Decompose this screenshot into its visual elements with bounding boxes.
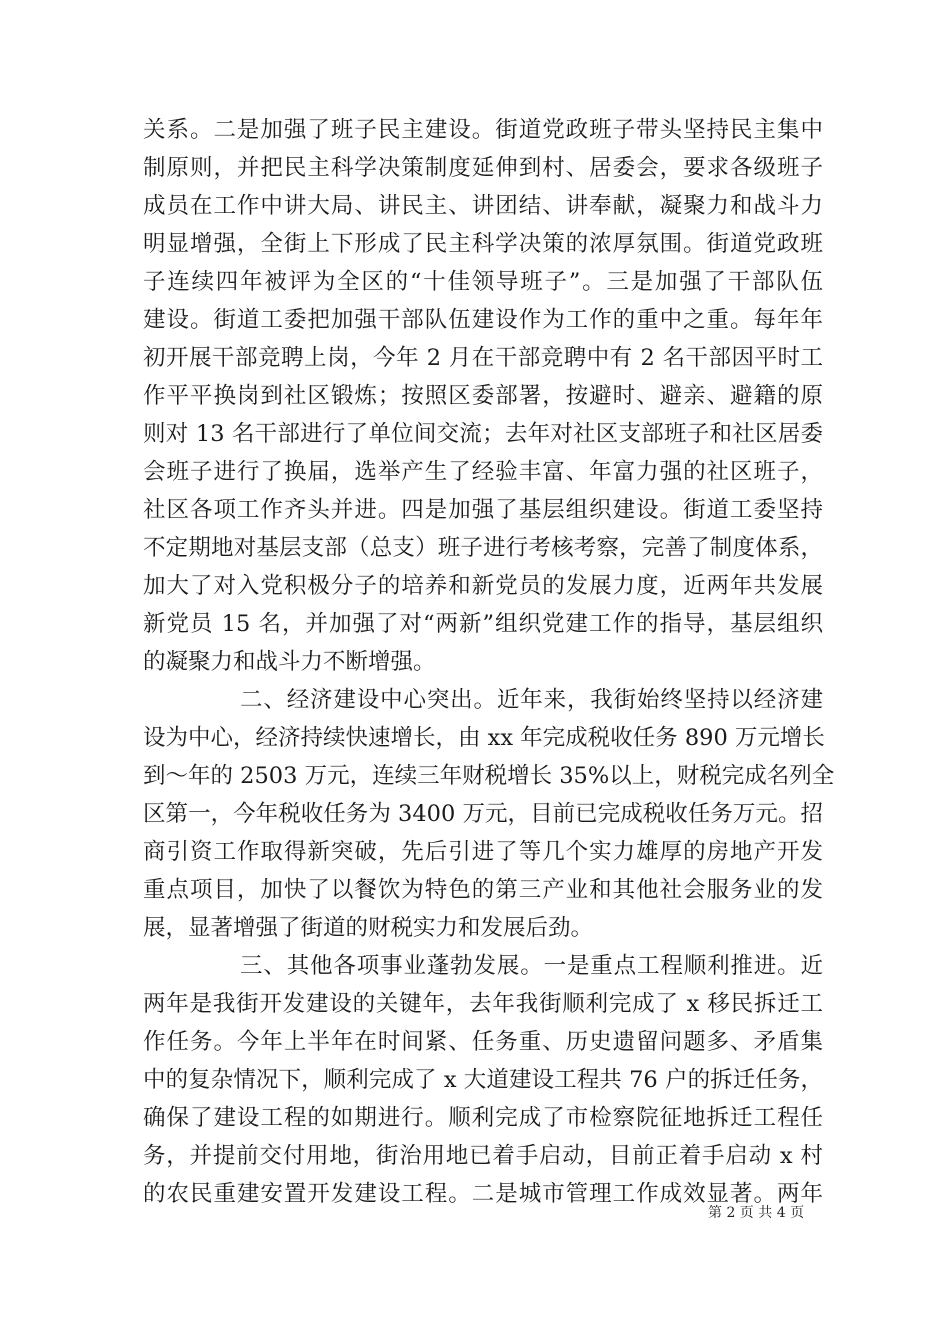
text-line-2: 制原则，并把民主科学决策制度延伸到村、居委会，要求各级班子 bbox=[143, 155, 823, 181]
text-line-11: 社区各项工作齐头并进。四是加强了基层组织建设。街道工委坚持 bbox=[143, 497, 823, 523]
text-line-7: 初开展干部竞聘上岗，今年 2 月在干部竞聘中有 2 名干部因平时工 bbox=[143, 345, 823, 371]
text-line-28: 务，并提前交付用地，街治用地已着手启动，目前正着手启动 x 村 bbox=[143, 1143, 823, 1169]
text-line-27: 确保了建设工程的如期进行。顺利完成了市检察院征地拆迁工程任 bbox=[143, 1105, 823, 1131]
text-line-3: 成员在工作中讲大局、讲民主、讲团结、讲奉献，凝聚力和战斗力 bbox=[143, 193, 823, 219]
text-line-26: 中的复杂情况下，顺利完成了 x 大道建设工程共 76 户的拆迁任务， bbox=[143, 1067, 823, 1093]
text-line-10: 会班子进行了换届，选举产生了经验丰富、年富力强的社区班子， bbox=[143, 459, 823, 485]
text-line-15: 的凝聚力和战斗力不断增强。 bbox=[143, 649, 436, 675]
text-line-13: 加大了对入党积极分子的培养和新党员的发展力度，近两年共发展 bbox=[143, 573, 823, 599]
text-line-4: 明显增强，全街上下形成了民主科学决策的浓厚氛围。街道党政班 bbox=[143, 231, 823, 257]
text-line-17: 设为中心，经济持续快速增长，由 xx 年完成税收任务 890 万元增长 bbox=[143, 725, 825, 751]
text-line-5: 子连续四年被评为全区的“十佳领导班子”。三是加强了干部队伍 bbox=[143, 269, 823, 295]
text-line-22: 展，显著增强了街道的财税实力和发展后劲。 bbox=[143, 915, 594, 941]
text-line-1: 关系。二是加强了班子民主建设。街道党政班子带头坚持民主集中 bbox=[143, 117, 823, 143]
text-line-19: 区第一，今年税收任务为 3400 万元，目前已完成税收任务万元。招 bbox=[143, 801, 823, 827]
text-line-12: 不定期地对基层支部（总支）班子进行考核考察，完善了制度体系， bbox=[143, 535, 823, 561]
text-line-18: 到～年的 2503 万元，连续三年财税增长 35%以上，财税完成名列全 bbox=[143, 763, 835, 789]
page-number-footer: 第 2 页 共 4 页 bbox=[708, 1205, 805, 1221]
text-line-6: 建设。街道工委把加强干部队伍建设作为工作的重中之重。每年年 bbox=[143, 307, 823, 333]
section-heading-other: 三、其他各项事业蓬勃发展。一是重点工程顺利推进。近 bbox=[240, 953, 823, 979]
text-line-9: 则对 13 名干部进行了单位间交流；去年对社区支部班子和社区居委 bbox=[143, 421, 823, 447]
text-line-8: 作平平换岗到社区锻炼；按照区委部署，按避时、避亲、避籍的原 bbox=[143, 383, 823, 409]
section-heading-economy: 二、经济建设中心突出。近年来，我街始终坚持以经济建 bbox=[240, 687, 823, 713]
text-line-29: 的农民重建安置开发建设工程。二是城市管理工作成效显著。两年 bbox=[143, 1181, 823, 1207]
text-line-20: 商引资工作取得新突破，先后引进了等几个实力雄厚的房地产开发 bbox=[143, 839, 823, 865]
text-line-14: 新党员 15 名，并加强了对“两新”组织党建工作的指导，基层组织 bbox=[143, 611, 823, 637]
text-line-21: 重点项目，加快了以餐饮为特色的第三产业和其他社会服务业的发 bbox=[143, 877, 823, 903]
text-line-25: 作任务。今年上半年在时间紧、任务重、历史遗留问题多、矛盾集 bbox=[143, 1029, 823, 1055]
text-line-24: 两年是我街开发建设的关键年，去年我街顺利完成了 x 移民拆迁工 bbox=[143, 991, 823, 1017]
